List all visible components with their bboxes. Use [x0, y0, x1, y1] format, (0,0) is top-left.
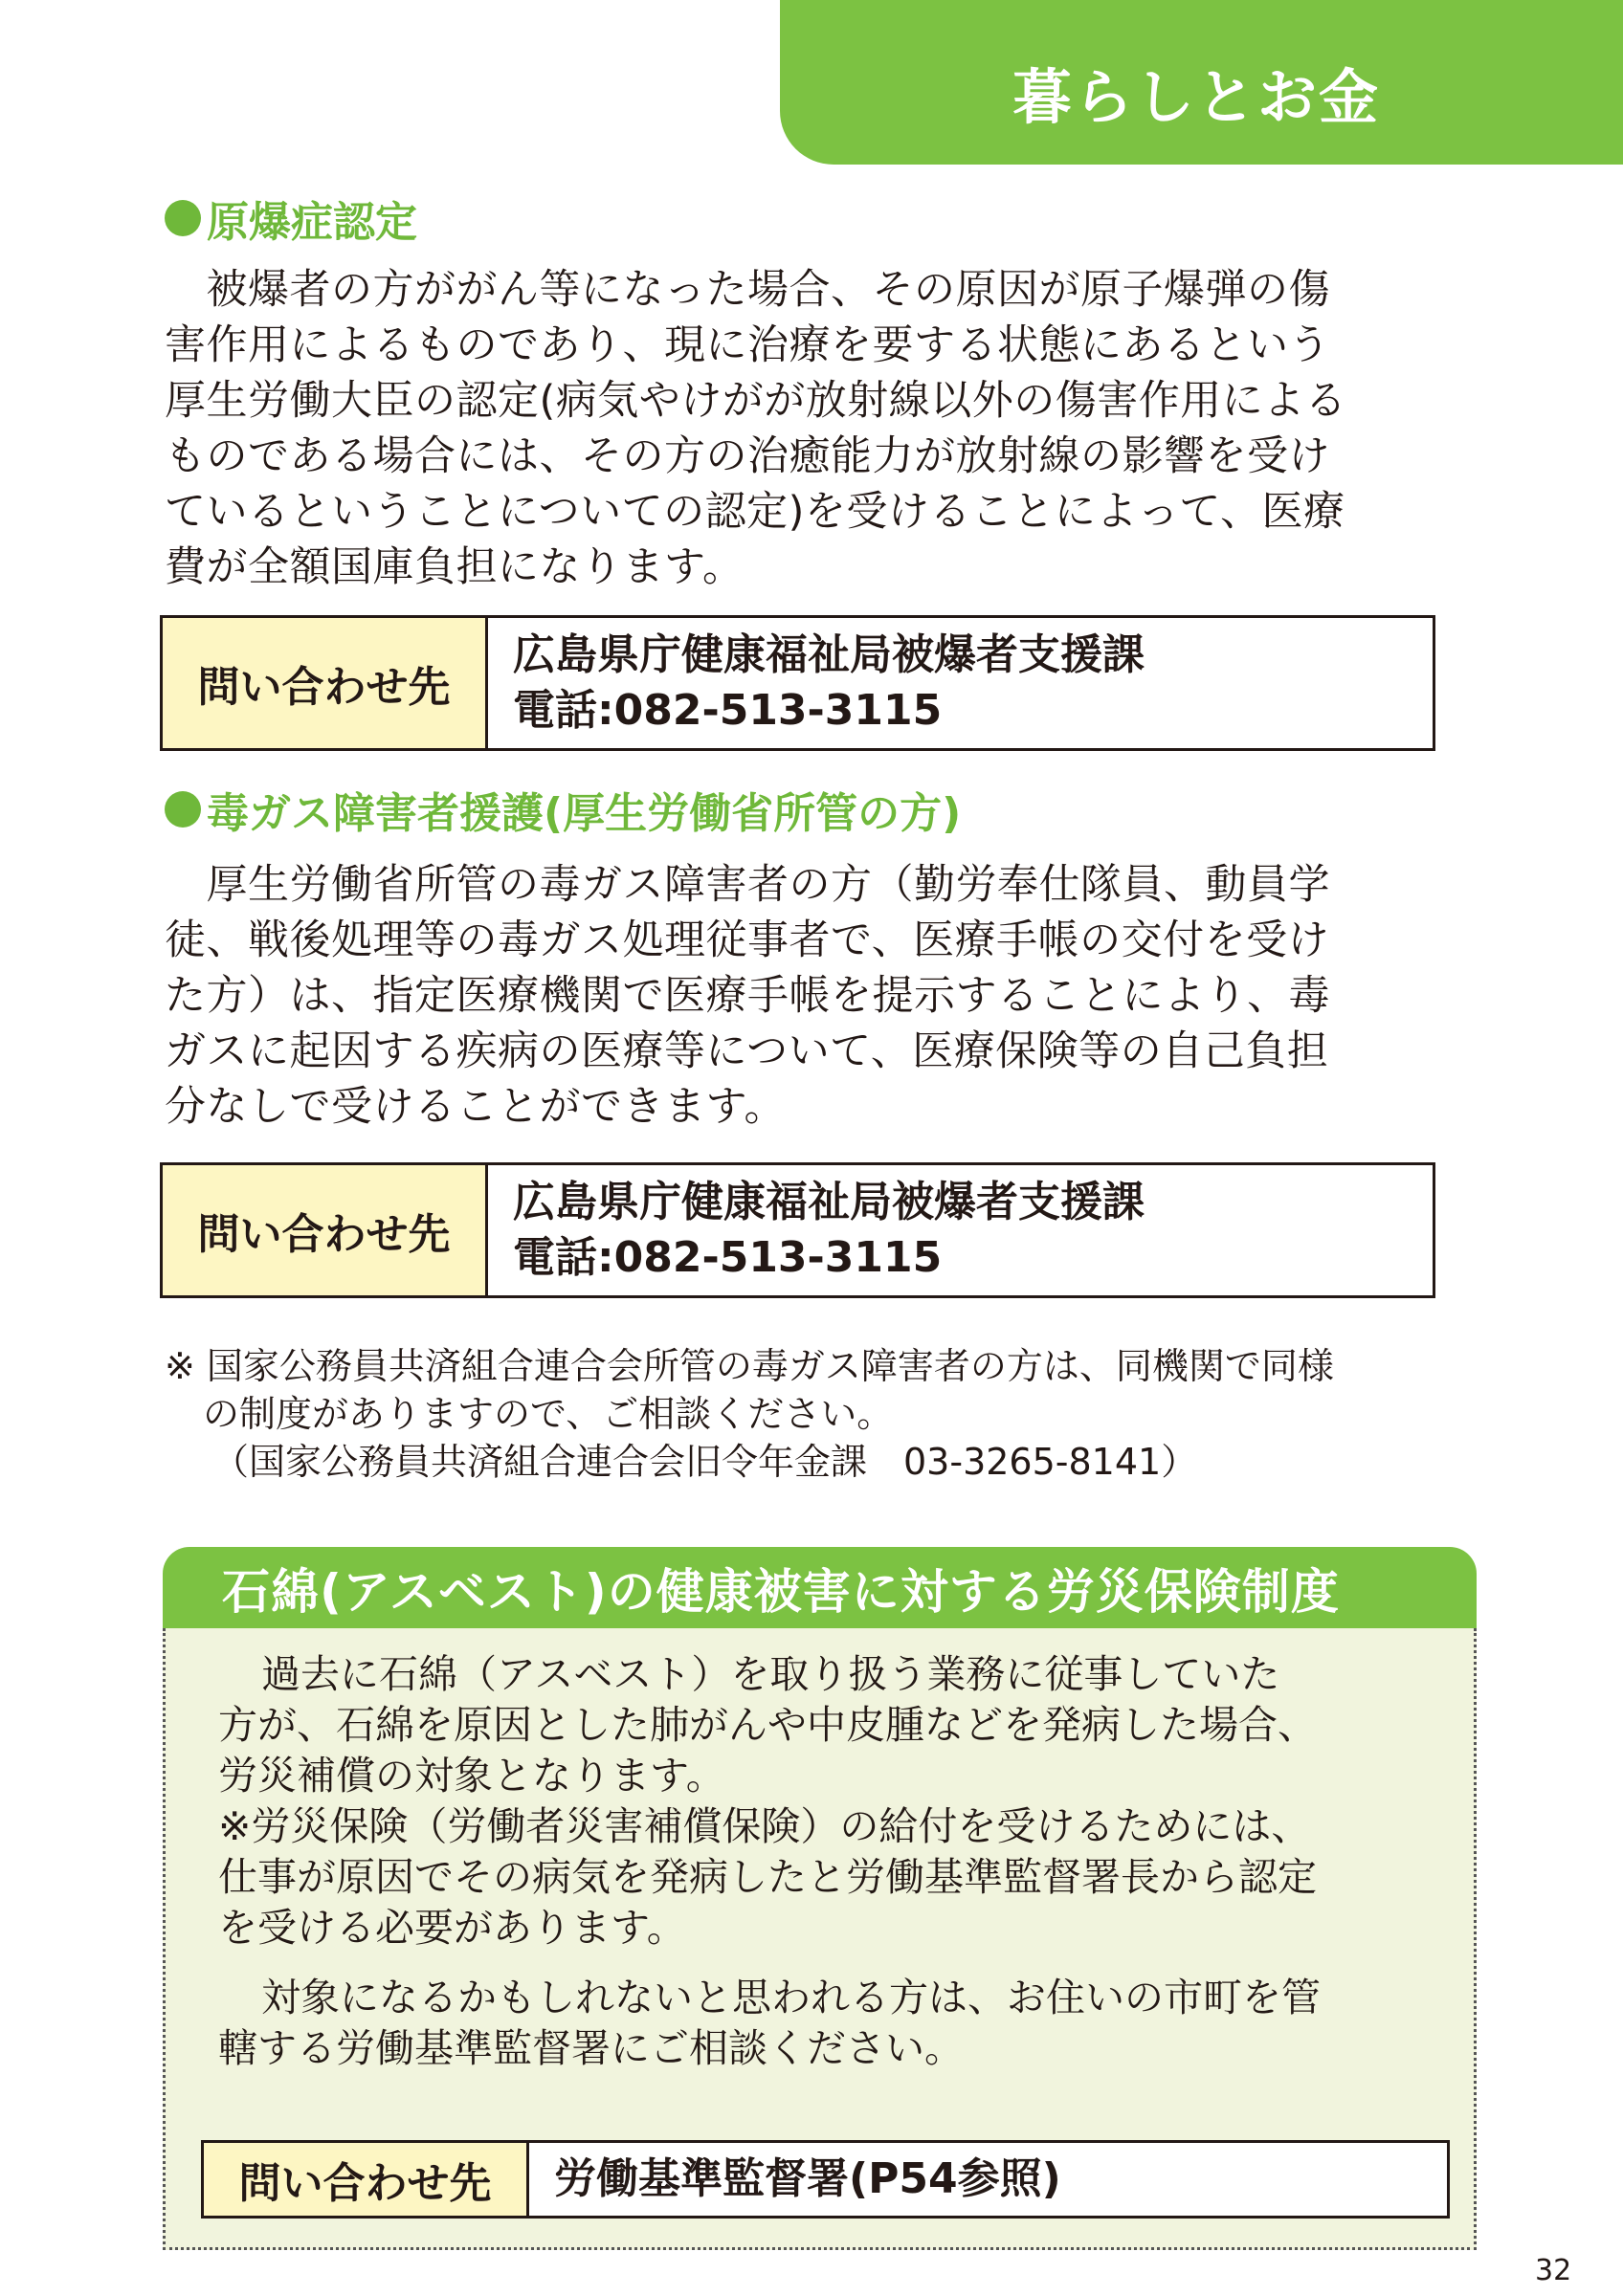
bullet-dot-icon [165, 200, 201, 236]
asbestos-paragraph: 過去に石綿（アスベスト）を取り扱う業務に従事していた 方が、石綿を原因とした肺がんや中皮腫などを発病した場合、 労災補償の対象となります。 ※労災保険（労働者災害補償保険）の給付を受けるためには、 仕事が原因でその病気を発病したと労働基準監督署長から認定 を受ける必要があります。 [218, 1651, 1317, 1951]
asbestos-paragraph: 対象になるかもしれないと思われる方は、お住いの市町を管 轄する労働基準監督署にご相談ください。 [218, 1975, 1321, 2071]
contact-box-poison-gas [160, 1162, 1435, 1298]
asbestos-title: 石綿(アスベスト)の健康被害に対する労災保険制度 [222, 1563, 1340, 1620]
asbestos-header [163, 1547, 1477, 1628]
contact-label: 問い合わせ先 [204, 2143, 529, 2216]
note-line: （国家公務員共済組合連合会旧令年金課 03-3265-8141） [212, 1441, 1198, 1483]
contact-info [488, 1165, 1433, 1295]
section-heading-atomic-disease [165, 188, 417, 249]
asbestos-panel [163, 1547, 1477, 2250]
contact-phone: 電話:082-513-3115 [513, 1233, 943, 1282]
note-block [165, 1342, 1504, 1486]
note-line: の制度がありますので、ご相談ください。 [203, 1393, 894, 1435]
asbestos-body [163, 1628, 1477, 2250]
page-number: 32 [1535, 2254, 1572, 2287]
contact-info: 労働基準監督署(P54参照) [554, 2154, 1061, 2203]
section-heading-text: 毒ガス障害者援護(厚生労働省所管の方) [207, 789, 962, 838]
contact-phone: 電話:082-513-3115 [513, 686, 943, 735]
asbestos-text [218, 1649, 1453, 2074]
section-body-poison-gas: 厚生労働省所管の毒ガス障害者の方（勤労奉仕隊員、動員学 徒、戦後処理等の毒ガス処理従事者で、医療手帳の交付を受け た方）は、指定医療機関で医療手帳を提示することにより、毒 ガスに起因する疾病の医療等について、医療保険等の自己負担 分なしで受けることができます。 [165, 861, 1330, 1131]
contact-info [488, 618, 1433, 748]
contact-name: 広島県庁健康福祉局被爆者支援課 [513, 630, 1145, 679]
header-tab [780, 0, 1623, 165]
section-heading-text: 原爆症認定 [207, 198, 417, 247]
page-category-title: 暮らしとお金 [1012, 61, 1381, 132]
section-body-atomic-disease: 被爆者の方ががん等になった場合、その原因が原子爆弾の傷 害作用によるものであり、現に治療を要する状態にあるという 厚生労働大臣の認定(病気やけがが放射線以外の傷害作用による ものである場合には、その方の治癒能力が放射線の影響を受け ているということについての認定)を受けることによって、医療 費が全額国庫負担になります。 [165, 266, 1347, 591]
contact-label: 問い合わせ先 [163, 618, 488, 748]
contact-box-asbestos [201, 2140, 1450, 2219]
contact-label: 問い合わせ先 [163, 1165, 488, 1295]
section-heading-poison-gas [165, 779, 961, 840]
contact-box-atomic-disease [160, 615, 1435, 751]
note-line: ※ 国家公務員共済組合連合会所管の毒ガス障害者の方は、同機関で同様 [165, 1345, 1334, 1387]
contact-name: 広島県庁健康福祉局被爆者支援課 [513, 1178, 1145, 1226]
bullet-dot-icon [165, 791, 201, 828]
